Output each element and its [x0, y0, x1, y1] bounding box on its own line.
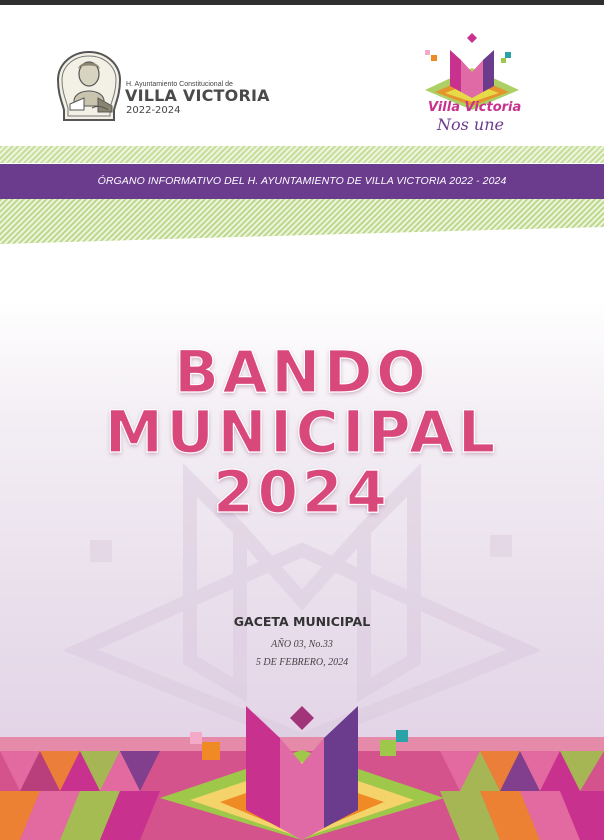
decorative-stripe — [0, 146, 604, 163]
title-line-3: 2024 — [213, 458, 391, 526]
issue-date: 5 DE FEBRERO, 2024 — [255, 657, 349, 668]
masthead-band — [0, 164, 604, 199]
masthead-text: ÓRGANO INFORMATIVO DEL H. AYUNTAMIENTO DE VILLA VICTORIA 2022 - 2024 — [97, 175, 507, 187]
logo-name: Villa Victoria — [428, 100, 522, 115]
top-border — [0, 0, 604, 5]
issue-number: AÑO 03, No.33 — [271, 639, 333, 650]
seal-years: 2022-2024 — [126, 105, 181, 116]
seal-caption: H. Ayuntamiento Constitucional de — [126, 81, 233, 88]
title-line-1: BANDO — [174, 338, 430, 406]
gaceta-label: GACETA MUNICIPAL — [233, 614, 371, 629]
title-line-2: MUNICIPAL — [104, 398, 500, 466]
municipal-emblem-icon — [150, 688, 454, 840]
municipal-seal-icon — [54, 50, 124, 122]
logo-slogan: Nos une — [437, 115, 505, 134]
seal-name: VILLA VICTORIA — [125, 86, 270, 105]
decorative-stripe-wave — [0, 199, 604, 244]
